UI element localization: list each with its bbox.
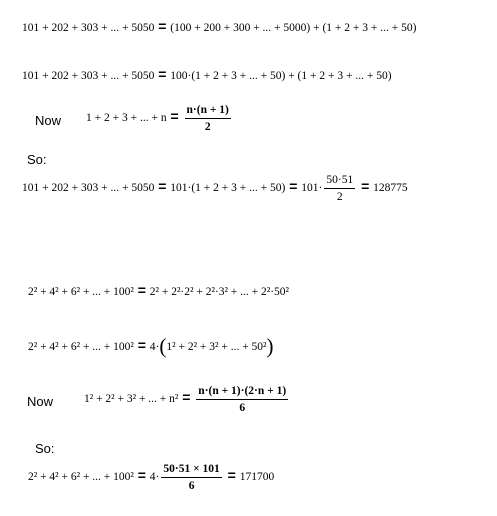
result-line-1	[22, 174, 408, 203]
equals-sign: =	[361, 178, 370, 195]
so-label: So:	[35, 441, 55, 456]
equals-sign: =	[170, 108, 179, 125]
equation-line-1	[22, 18, 416, 34]
squares-inner: 1² + 2² + 3² + ... + 50²	[166, 341, 267, 353]
now-label: Now	[35, 113, 62, 128]
squares-lhs: 2² + 4² + 6² + ... + 100²	[28, 341, 134, 353]
left-paren: (	[159, 334, 167, 358]
fraction-denominator: 6	[188, 480, 195, 492]
equals-sign: =	[182, 389, 191, 406]
result-answer: 128775	[373, 182, 408, 195]
fraction-denominator: 2	[204, 121, 211, 133]
squares-result	[28, 463, 274, 492]
equation-mid: 101·(1 + 2 + 3 + ... + 50)	[170, 182, 286, 195]
result-fraction	[161, 463, 221, 492]
squares-rhs: 2² + 2²·2² + 2²·3² + ... + 2²·50²	[149, 286, 289, 298]
squares-lhs: 2² + 4² + 6² + ... + 100²	[28, 471, 134, 484]
result-answer: 171700	[239, 471, 275, 484]
squares-line-1	[28, 282, 289, 298]
equation-rhs: (100 + 200 + 300 + ... + 5000) + (1 + 2 + 3 + ... + 50)	[170, 22, 417, 34]
coefficient: 4·	[149, 341, 160, 353]
now-label: Now	[27, 394, 54, 409]
formula-lhs: 1 + 2 + 3 + ... + n	[86, 112, 167, 125]
equation-lhs: 101 + 202 + 303 + ... + 5050	[22, 70, 155, 82]
equals-sign: =	[137, 337, 146, 353]
equals-sign: =	[158, 18, 167, 34]
fraction-numerator: n·(n + 1)·(2·n + 1)	[196, 385, 288, 400]
equals-sign: =	[158, 178, 167, 195]
sum-formula	[86, 104, 233, 133]
fraction-denominator: 2	[336, 191, 343, 203]
fraction-numerator: 50·51 × 101	[161, 463, 221, 478]
equation-lhs: 101 + 202 + 303 + ... + 5050	[22, 182, 155, 195]
equals-sign: =	[158, 66, 167, 82]
equals-sign: =	[137, 282, 146, 298]
fraction-denominator: 6	[239, 402, 246, 414]
squares-line-2	[28, 334, 274, 359]
equals-sign: =	[227, 467, 236, 484]
fraction-numerator: 50·51	[324, 174, 355, 189]
formula-fraction	[185, 104, 231, 133]
equation-rhs: 100·(1 + 2 + 3 + ... + 50) + (1 + 2 + 3 + ... + 50)	[170, 70, 392, 82]
equals-sign: =	[137, 467, 146, 484]
formula-fraction	[196, 385, 288, 414]
coefficient: 4·	[149, 471, 160, 484]
fraction-numerator: n·(n + 1)	[185, 104, 231, 119]
equation-line-2	[22, 66, 392, 82]
square-sum-formula	[84, 385, 290, 414]
result-fraction	[324, 174, 355, 203]
right-paren: )	[266, 334, 274, 358]
equation-lhs: 101 + 202 + 303 + ... + 5050	[22, 22, 155, 34]
coefficient: 101·	[301, 182, 323, 195]
equals-sign: =	[289, 178, 298, 195]
so-label: So:	[27, 152, 47, 167]
formula-lhs: 1² + 2² + 3² + ... + n²	[84, 393, 179, 406]
squares-lhs: 2² + 4² + 6² + ... + 100²	[28, 286, 134, 298]
